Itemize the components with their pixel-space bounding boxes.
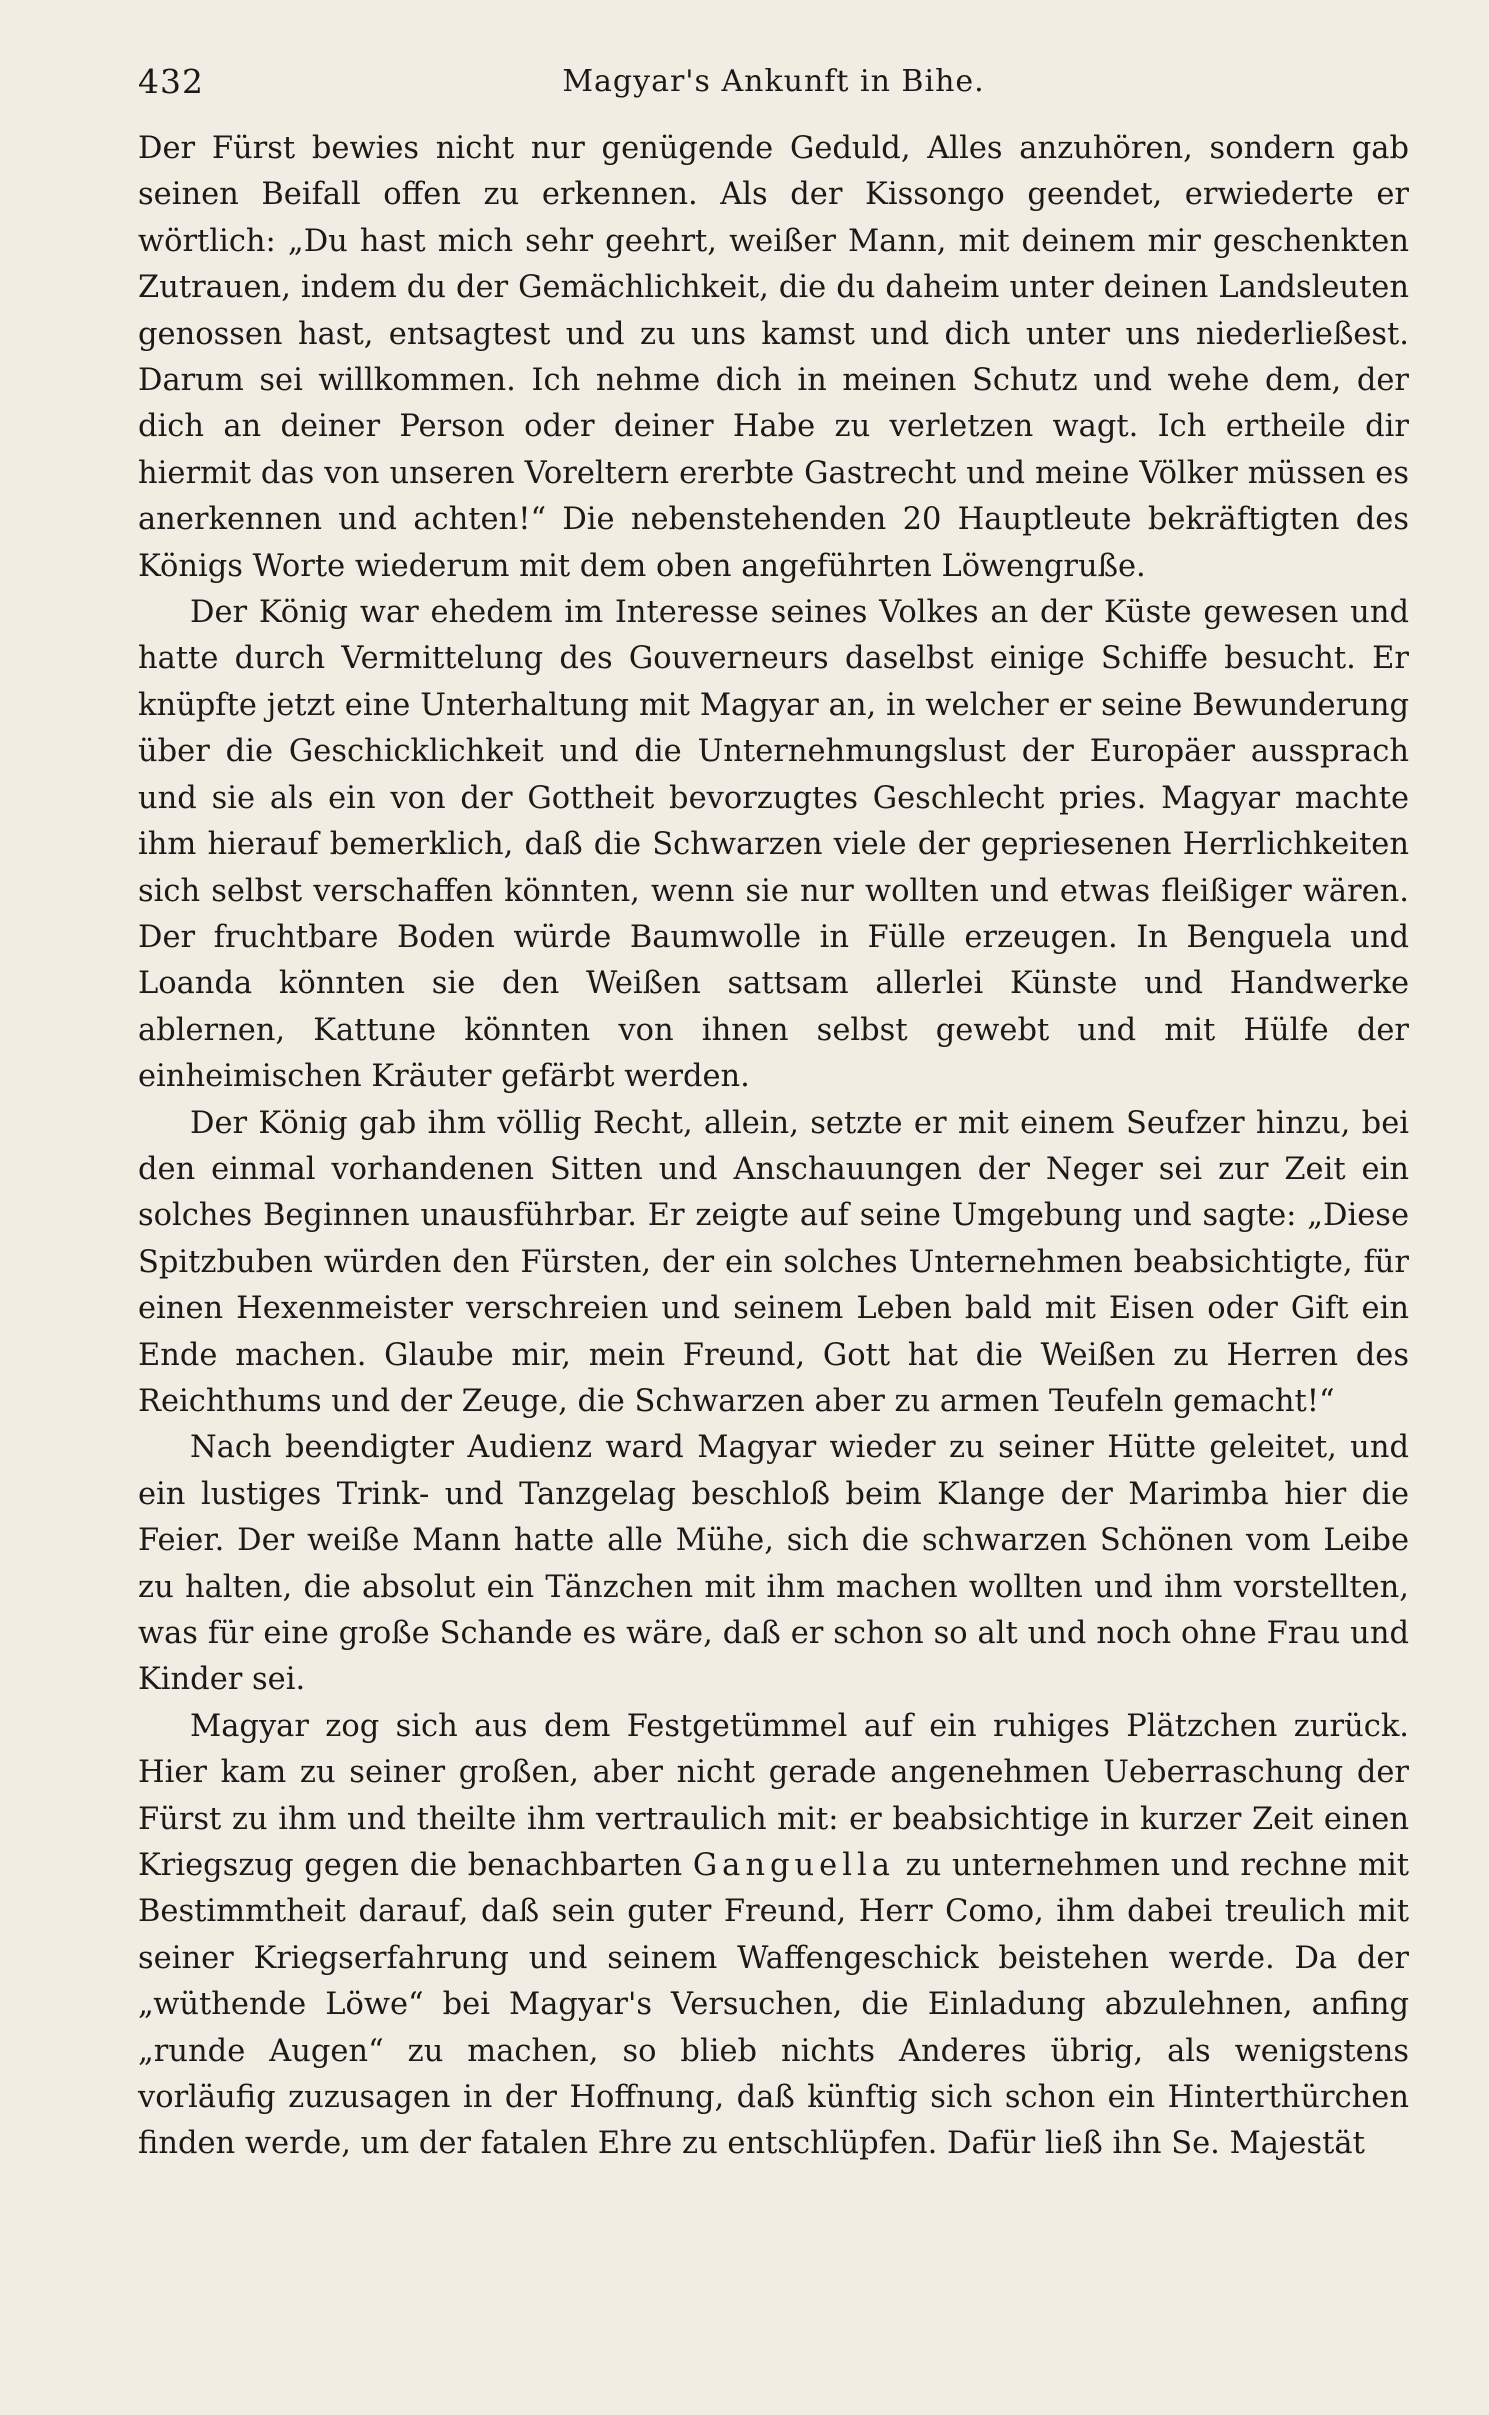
paragraph-text: Magyar zog sich aus dem Festgetümmel auf ein ruhiges Plätzchen zurück. Hier kam zu seiner großen, aber nicht gerade angenehmen Ueberraschung der Fürst zu ihm und theilte ihm vertraulich mit: er beabsichtige in kurzer Zeit einen Kriegszug gegen die benachbarten (138, 1708, 1409, 1884)
page-number: 432 (138, 62, 204, 101)
running-head: Magyar's Ankunft in Bihe. (562, 64, 985, 99)
body-text (138, 126, 1409, 2168)
spaced-name: Ganguella (692, 1848, 895, 1884)
paragraph: Der König war ehedem im Interesse seines Volkes an der Küste gewesen und hatte durch Vermittelung des Gouverneurs daselbst einige Schiffe besucht. Er knüpfte jetzt eine Unterhaltung mit Magyar an, in welcher er seine Bewunderung über die Geschicklichkeit und die Unternehmungslust der Europäer aussprach und sie als ein von der Gottheit bevorzugtes Geschlecht pries. Magyar machte ihm hierauf bemerklich, daß die Schwarzen viele der gepriesenen Herrlichkeiten sich selbst verschaffen könnten, wenn sie nur wollten und etwas fleißiger wären. Der fruchtbare Boden würde Baumwolle in Fülle erzeugen. In Benguela und Loanda könnten sie den Weißen sattsam allerlei Künste und Handwerke ablernen, Kattune könnten von ihnen selbst gewebt und mit Hülfe der einheimischen Kräuter gefärbt werden. (138, 595, 1409, 1095)
paragraph (138, 1704, 1409, 2168)
paragraph-text: zu unternehmen und rechne mit Bestimmtheit darauf, daß sein guter Freund, Herr Como, ihm dabei treulich mit seiner Kriegserfahrung und seinem Waffengeschick beistehen werde. Da der „wüthende Löwe“ bei Magyar's Versuchen, die Einladung abzulehnen, anfing „runde Augen“ zu machen, so blieb nichts Anderes übrig, als wenigstens vorläufig zuzusagen in der Hoffnung, daß künftig sich schon ein Hinterthürchen finden werde, um der fatalen Ehre zu entschlüpfen. Dafür ließ ihn Se. Majestät (138, 1848, 1409, 2162)
paragraph: Der König gab ihm völlig Recht, allein, setzte er mit einem Seufzer hinzu, bei den einmal vorhandenen Sitten und Anschauungen der Neger sei zur Zeit ein solches Beginnen unausführbar. Er zeigte auf seine Umgebung und sagte: „Diese Spitzbuben würden den Fürsten, der ein solches Unternehmen beabsichtigte, für einen Hexenmeister verschreien und seinem Leben bald mit Eisen oder Gift ein Ende machen. Glaube mir, mein Freund, Gott hat die Weißen zu Herren des Reichthums und der Zeuge, die Schwarzen aber zu armen Teufeln gemacht!“ (138, 1105, 1409, 1419)
paragraph: Nach beendigter Audienz ward Magyar wieder zu seiner Hütte geleitet, und ein lustiges Trink- und Tanzgelag beschloß beim Klange der Marimba hier die Feier. Der weiße Mann hatte alle Mühe, sich die schwarzen Schönen vom Leibe zu halten, die absolut ein Tänzchen mit ihm machen wollten und ihm vorstellten, was für eine große Schande es wäre, daß er schon so alt und noch ohne Frau und Kinder sei. (138, 1430, 1409, 1698)
paragraph: Der Fürst bewies nicht nur genügende Geduld, Alles anzuhören, sondern gab seinen Beifall offen zu erkennen. Als der Kissongo geendet, erwiederte er wörtlich: „Du hast mich sehr geehrt, weißer Mann, mit deinem mir geschenkten Zutrauen, indem du der Gemächlichkeit, die du daheim unter deinen Landsleuten genossen hast, entsagtest und zu uns kamst und dich unter uns niederließest. Darum sei willkommen. Ich nehme dich in meinen Schutz und wehe dem, der dich an deiner Person oder deiner Habe zu verletzen wagt. Ich ertheile dir hiermit das von unseren Voreltern ererbte Gastrecht und meine Völker müssen es anerkennen und achten!“ Die nebenstehenden 20 Hauptleute bekräftigten des Königs Worte wiederum mit dem oben angeführten Löwengruße. (138, 131, 1409, 584)
page-header (138, 62, 1409, 112)
